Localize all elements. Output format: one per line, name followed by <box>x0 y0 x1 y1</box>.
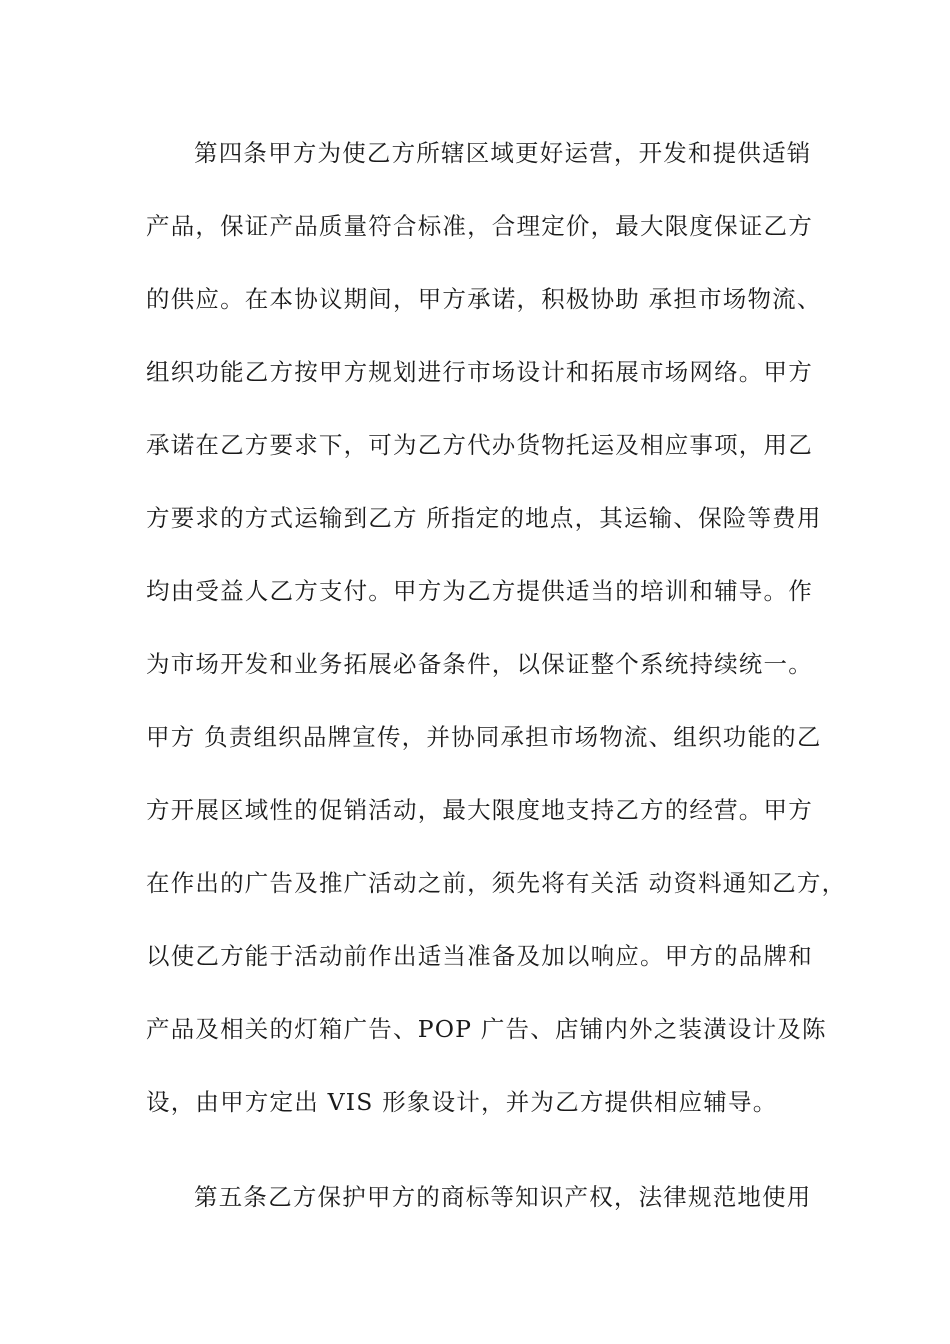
paragraph-line: 均由受益人乙方支付。甲方为乙方提供适当的培训和辅导。作 <box>146 577 813 605</box>
paragraph-line: 方开展区域性的促销活动，最大限度地支持乙方的经营。甲方 <box>146 796 813 824</box>
paragraph-line: 在作出的广告及推广活动之前，须先将有关活 动资料通知乙方， <box>146 869 847 897</box>
paragraph-line: 为市场开发和业务拓展必备条件，以保证整个系统持续统一。 <box>146 650 813 678</box>
paragraph-line: 方要求的方式运输到乙方 所指定的地点，其运输、保险等费用 <box>146 504 822 532</box>
paragraph-line: 第五条乙方保护甲方的商标等知识产权，法律规范地使用 <box>194 1183 812 1211</box>
paragraph-line: 组织功能乙方按甲方规划进行市场设计和拓展市场网络。甲方 <box>146 358 813 386</box>
paragraph-line: 设，由甲方定出 VIS 形象设计，并为乙方提供相应辅导。 <box>146 1088 778 1116</box>
paragraph-line: 产品及相关的灯箱广告、POP 广告、店铺内外之装潢设计及陈 <box>146 1015 827 1043</box>
paragraph-line: 以使乙方能于活动前作出适当准备及加以响应。甲方的品牌和 <box>146 942 813 970</box>
paragraph-line: 承诺在乙方要求下，可为乙方代办货物托运及相应事项，用乙 <box>146 431 813 459</box>
paragraph-line: 产品，保证产品质量符合标准，合理定价，最大限度保证乙方 <box>146 212 813 240</box>
paragraph-line: 的供应。在本协议期间，甲方承诺，积极协助 承担市场物流、 <box>146 285 822 313</box>
paragraph-line: 甲方 负责组织品牌宣传，并协同承担市场物流、组织功能的乙 <box>146 723 822 751</box>
paragraph-line: 第四条甲方为使乙方所辖区域更好运营，开发和提供适销 <box>194 139 812 167</box>
